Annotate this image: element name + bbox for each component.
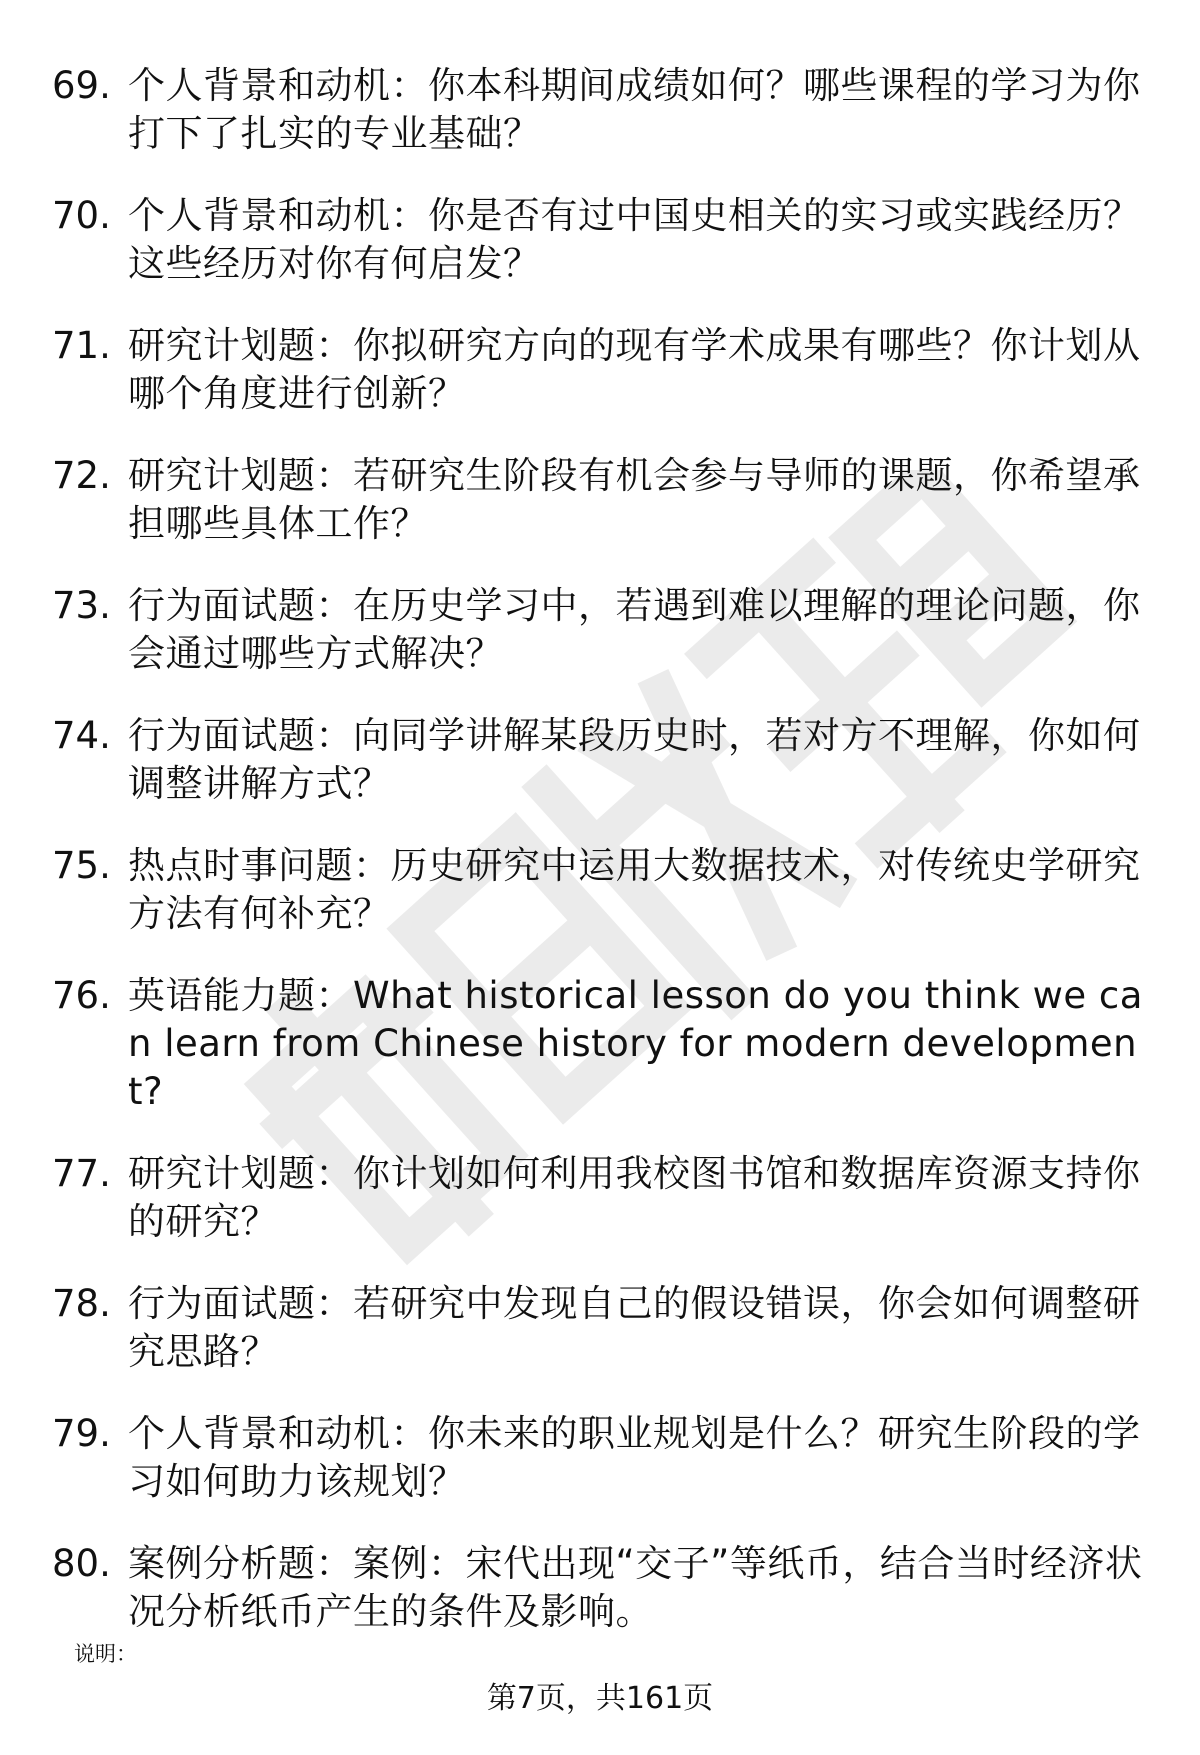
question-item xyxy=(52,322,1152,418)
question-number: 71. xyxy=(52,324,111,367)
question-item xyxy=(52,842,1152,938)
question-text: 个人背景和动机：你本科期间成绩如何？哪些课程的学习为你打下了扎实的专业基础？ xyxy=(128,64,1141,155)
question-item xyxy=(52,192,1152,288)
question-item xyxy=(52,62,1152,158)
question-item xyxy=(52,712,1152,808)
question-item xyxy=(52,1150,1152,1246)
question-number: 72. xyxy=(52,454,111,497)
question-text: 研究计划题：你拟研究方向的现有学术成果有哪些？你计划从哪个角度进行创新？ xyxy=(128,324,1141,415)
question-text: 案例分析题：案例：宋代出现“交子”等纸币，结合当时经济状况分析纸币产生的条件及影响。 xyxy=(128,1542,1143,1633)
question-number: 78. xyxy=(52,1282,111,1325)
question-number: 73. xyxy=(52,584,111,627)
question-number: 74. xyxy=(52,714,111,757)
question-item xyxy=(52,582,1152,678)
question-text: 行为面试题：在历史学习中，若遇到难以理解的理论问题，你会通过哪些方式解决？ xyxy=(128,584,1141,675)
question-number: 76. xyxy=(52,974,111,1017)
question-number: 75. xyxy=(52,844,111,887)
question-text: 热点时事问题：历史研究中运用大数据技术，对传统史学研究方法有何补充？ xyxy=(128,844,1141,935)
question-number: 69. xyxy=(52,64,111,107)
question-text: 个人背景和动机：你未来的职业规划是什么？研究生阶段的学习如何助力该规划？ xyxy=(128,1412,1141,1503)
question-text: 研究计划题：你计划如何利用我校图书馆和数据库资源支持你的研究？ xyxy=(128,1152,1141,1243)
question-number: 80. xyxy=(52,1542,111,1585)
question-text: 行为面试题：向同学讲解某段历史时，若对方不理解，你如何调整讲解方式？ xyxy=(128,714,1141,805)
question-text: 行为面试题：若研究中发现自己的假设错误，你会如何调整研究思路？ xyxy=(128,1282,1141,1373)
question-list xyxy=(52,62,1152,1670)
note-label: 说明： xyxy=(74,1642,137,1666)
question-text: 研究计划题：若研究生阶段有机会参与导师的课题，你希望承担哪些具体工作？ xyxy=(128,454,1141,545)
question-item xyxy=(52,972,1152,1116)
page-indicator: 第7页，共161页 xyxy=(486,1681,714,1716)
question-text: 英语能力题：What historical lesson do you think we can learn from Chinese history for modern development? xyxy=(128,974,1143,1113)
question-item xyxy=(52,452,1152,548)
question-text: 个人背景和动机：你是否有过中国史相关的实习或实践经历？这些经历对你有何启发？ xyxy=(128,194,1141,285)
question-number: 79. xyxy=(52,1412,111,1455)
question-item xyxy=(52,1410,1152,1506)
question-item xyxy=(52,1540,1152,1636)
question-number: 77. xyxy=(52,1152,111,1195)
question-number: 70. xyxy=(52,194,111,237)
question-item xyxy=(52,1280,1152,1376)
